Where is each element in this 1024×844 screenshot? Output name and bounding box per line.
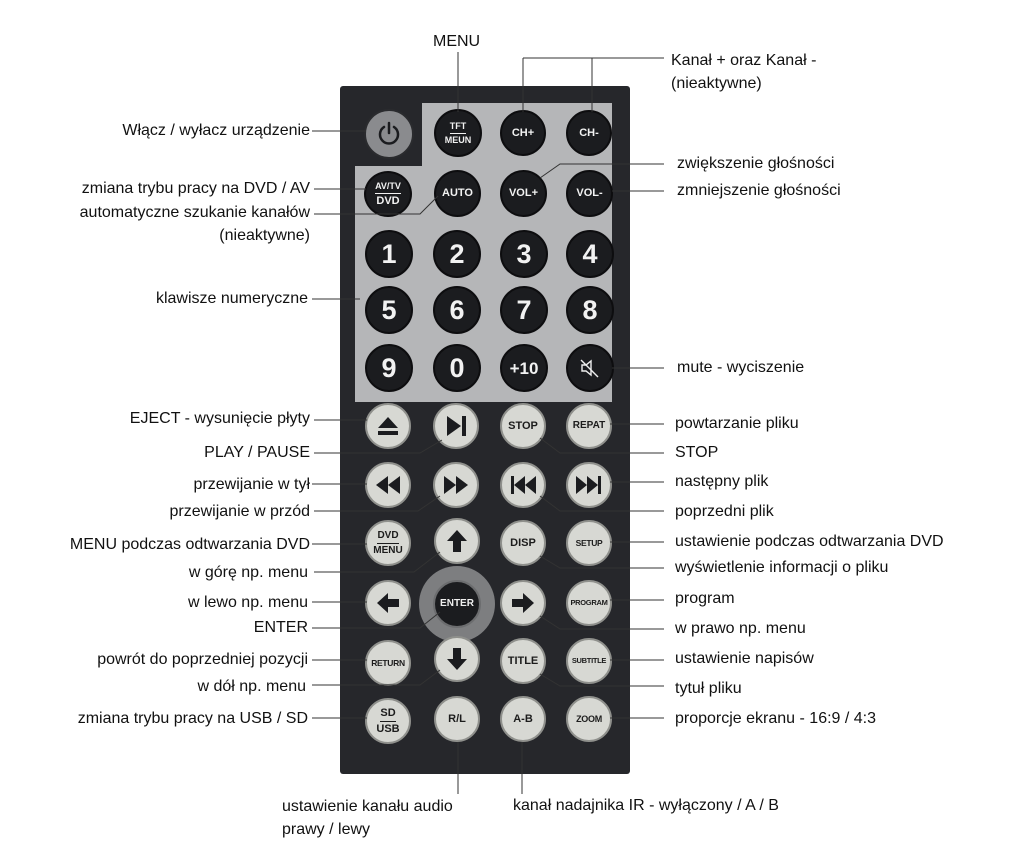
label-return: powrót do poprzedniej pozycji: [97, 651, 308, 668]
label-title: tytuł pliku: [675, 680, 742, 697]
return-label: RETURN: [371, 657, 405, 668]
numeric-label: 0: [449, 352, 465, 383]
zoom-label: ZOOM: [576, 713, 602, 724]
channel-up-label: CH+: [511, 126, 535, 139]
display-label: DISP: [510, 536, 536, 549]
label-disp: wyświetlenie informacji o pliku: [675, 559, 889, 576]
label-ab: kanał nadajnika IR - wyłączony / A / B: [513, 797, 779, 814]
program-label: PROGRAM: [570, 598, 608, 608]
usb-label: USB: [376, 722, 400, 735]
label-repeat: powtarzanie pliku: [675, 415, 799, 432]
stop-label: STOP: [508, 419, 538, 432]
sd-label: SD: [380, 708, 395, 722]
label-subtitle: ustawienie napisów: [675, 650, 814, 667]
label-rewind: przewijanie w tył: [193, 476, 310, 493]
label-numeric: klawisze numeryczne: [155, 290, 308, 307]
auto-label: AUTO: [442, 187, 473, 199]
numeric-label: 2: [449, 238, 465, 269]
label-stop: STOP: [675, 444, 719, 461]
enter-label: ENTER: [440, 598, 474, 609]
numeric-label: 8: [582, 294, 598, 325]
channel-down-label: CH-: [579, 126, 599, 139]
volume-down-label: VOL-: [576, 187, 603, 199]
label-channel: Kanał + oraz Kanał - (nieaktywne): [671, 52, 817, 92]
numeric-label: 6: [449, 294, 465, 325]
label-setup: ustawienie podczas odtwarzania DVD: [675, 533, 944, 550]
label-dvd-menu: MENU podczas odtwarzania DVD: [69, 536, 310, 553]
av-tv-label: AV/TV: [375, 182, 401, 194]
subtitle-label: SUBTITLE: [571, 656, 607, 666]
rl-label: R/L: [448, 712, 466, 725]
dvd-menu-bottom-label: MENU: [373, 544, 403, 556]
label-zoom: proporcje ekranu - 16:9 / 4:3: [675, 710, 877, 727]
label-left: w lewo np. menu: [187, 594, 308, 611]
label-mute: mute - wyciszenie: [677, 359, 805, 376]
numeric-label: 4: [582, 238, 598, 269]
label-next: następny plik: [675, 473, 769, 490]
label-menu: MENU: [433, 33, 481, 50]
dvd-label: DVD: [376, 194, 400, 207]
label-right: w prawo np. menu: [675, 620, 806, 637]
label-dvd-av: zmiana trybu pracy na DVD / AV: [81, 180, 310, 197]
setup-label: SETUP: [575, 537, 603, 548]
ab-label: A-B: [513, 712, 533, 725]
label-volume-down: zmniejszenie głośności: [677, 182, 841, 199]
repeat-label: REPAT: [572, 420, 606, 431]
numeric-label: 3: [516, 238, 532, 269]
dvd-menu-top-label: DVD: [377, 531, 398, 544]
label-auto: automatyczne szukanie kanałów (nieaktywne): [79, 204, 310, 244]
label-program: program: [675, 590, 735, 607]
plus-ten-label: +10: [509, 358, 539, 378]
volume-up-label: VOL+: [508, 187, 539, 199]
label-eject: EJECT - wysunięcie płyty: [129, 410, 310, 427]
numeric-label: 5: [381, 294, 397, 325]
numeric-label: 1: [381, 238, 397, 269]
tft-menu-bottom-label: MEUN: [444, 134, 472, 145]
label-rl: ustawienie kanału audio prawy / lewy: [282, 798, 453, 838]
numeric-label: 7: [516, 294, 532, 325]
numeric-label: 9: [381, 352, 397, 383]
label-play-pause: PLAY / PAUSE: [204, 444, 310, 461]
label-volume-up: zwiększenie głośności: [677, 155, 835, 172]
tft-menu-top-label: TFT: [450, 122, 467, 134]
label-power: Włącz / wyłacz urządzenie: [122, 122, 310, 139]
title-label: TITLE: [507, 654, 539, 667]
label-up: w górę np. menu: [188, 564, 308, 581]
label-usb-sd: zmiana trybu pracy na USB / SD: [77, 710, 308, 727]
label-down: w dół np. menu: [197, 678, 306, 695]
label-forward: przewijanie w przód: [169, 503, 310, 520]
label-enter: ENTER: [253, 619, 308, 636]
label-prev: poprzedni plik: [675, 503, 774, 520]
